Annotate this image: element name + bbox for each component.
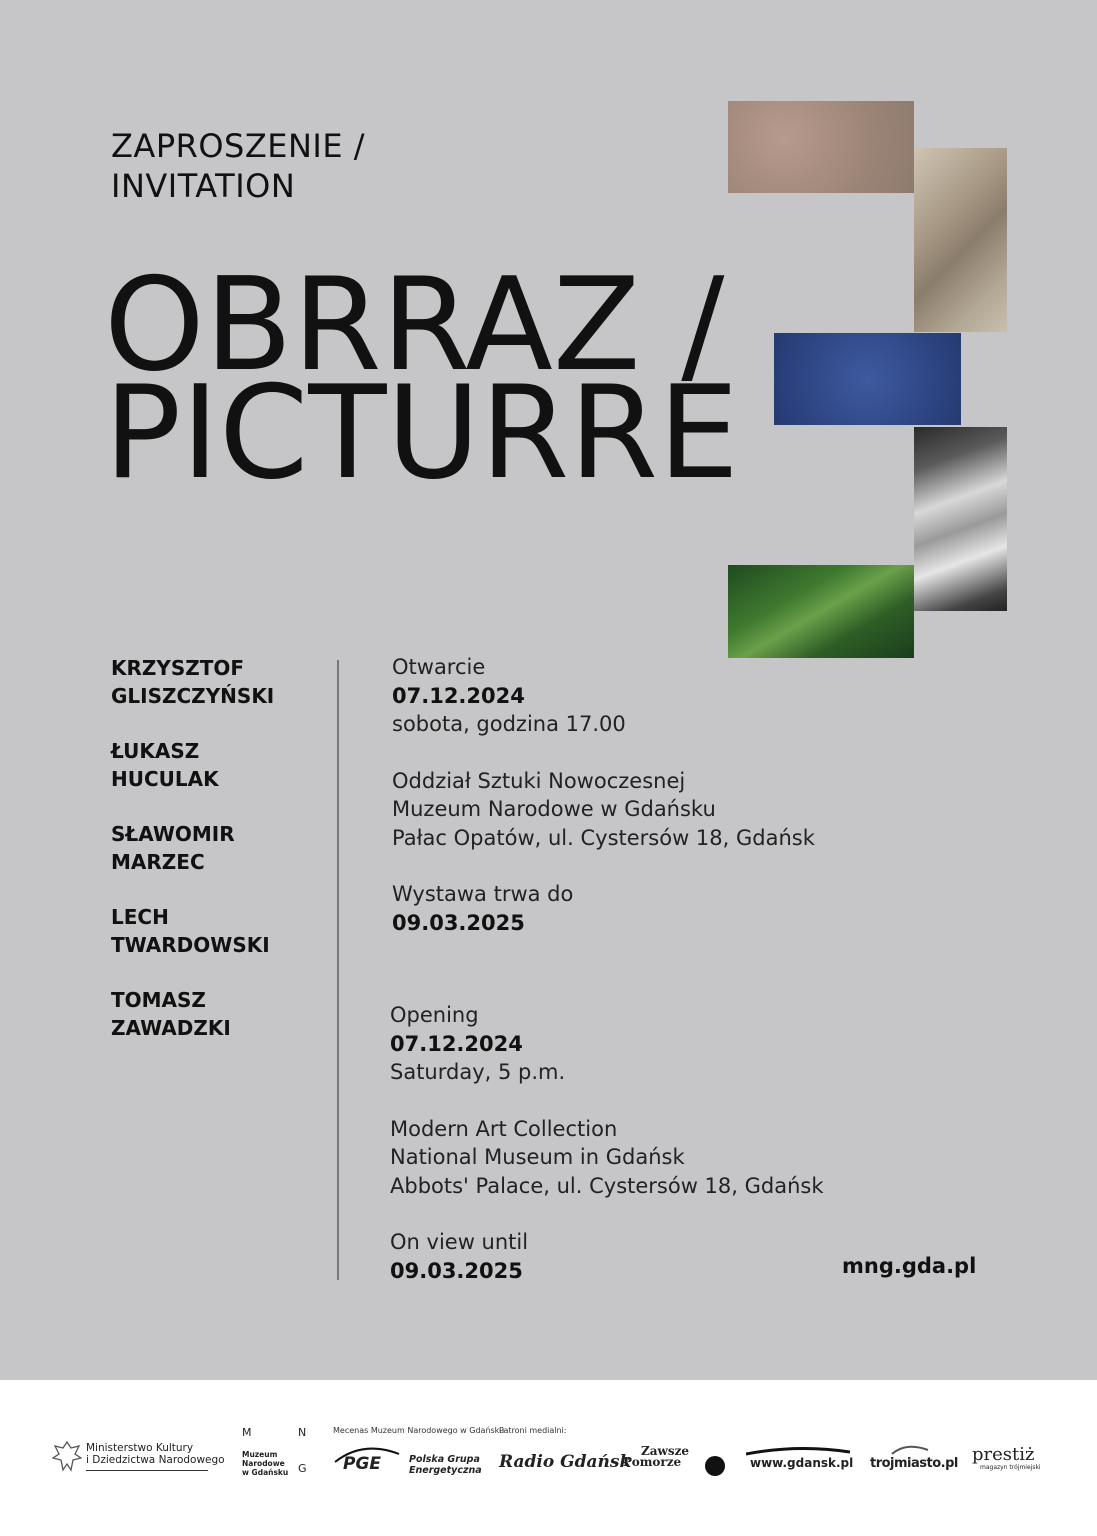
zawsze-pomorze-logo — [623, 1446, 723, 1482]
patron-label: Mecenas Muzeum Narodowego w Gdańsku — [333, 1426, 505, 1435]
pomorze-line-1: Zawsze — [641, 1444, 690, 1458]
mng-letter-m: M — [242, 1426, 252, 1439]
bird-icon — [890, 1442, 930, 1456]
mng-line-1: Muzeum — [242, 1450, 278, 1459]
until-date: 09.03.2025 — [390, 1258, 523, 1283]
artist-last-name: MARZEC — [111, 850, 205, 874]
artist-first-name: LECH — [111, 905, 169, 929]
invitation-heading — [111, 126, 365, 206]
artwork-tile-pink — [728, 101, 914, 193]
artist-first-name: TOMASZ — [111, 988, 206, 1012]
title-line-1: OBRRAZ / — [104, 251, 725, 400]
invitation-line-1: ZAPROSZENIE / — [111, 127, 366, 165]
artist-first-name: ŁUKASZ — [111, 739, 200, 763]
until-label: On view until — [390, 1230, 529, 1254]
venue-line-3: Pałac Opatów, ul. Cystersów 18, Gdańsk — [392, 825, 815, 850]
artist-last-name: HUCULAK — [111, 767, 219, 791]
pomorze-line-2: Pomorze — [623, 1455, 682, 1469]
venue-line-1: Modern Art Collection — [390, 1116, 618, 1141]
artist-item — [111, 820, 274, 876]
radio-gdansk-logo: Radio Gdańsk — [499, 1452, 632, 1472]
artists-list — [111, 654, 274, 1069]
wave-icon — [746, 1446, 850, 1456]
trojmiasto-logo — [870, 1442, 958, 1476]
prestiz-text: prestiż — [972, 1444, 1035, 1465]
prestiz-subtitle: magazyn trójmiejski — [980, 1464, 1041, 1471]
venue-line-2: Muzeum Narodowe w Gdańsku — [392, 797, 716, 821]
prestiz-logo — [972, 1446, 1044, 1482]
opening-label: Otwarcie — [392, 655, 486, 679]
artwork-tile-abstract — [914, 427, 1007, 611]
eagle-emblem-icon — [52, 1440, 82, 1474]
until-label: Wystawa trwa do — [392, 882, 574, 906]
opening-date: 07.12.2024 — [392, 683, 525, 708]
trojmiasto-text: trojmiasto.pl — [870, 1456, 958, 1471]
artwork-tile-green — [728, 565, 914, 658]
gdansk-pl-logo — [746, 1446, 854, 1476]
venue-line-2: National Museum in Gdańsk — [390, 1145, 685, 1169]
pge-logo — [333, 1442, 493, 1482]
opening-time: Saturday, 5 p.m. — [390, 1060, 566, 1084]
pge-name-line-1: Polska Grupa — [409, 1454, 480, 1465]
exhibition-title — [104, 251, 739, 508]
ministry-line-1: Ministerstwo Kultury — [86, 1442, 194, 1454]
polish-info — [392, 653, 815, 937]
title-line-2: PICTURRE — [104, 359, 739, 508]
artist-last-name: TWARDOWSKI — [111, 933, 270, 957]
ministry-logo — [52, 1440, 225, 1480]
venue-line-1: Oddział Sztuki Nowoczesnej — [392, 768, 686, 793]
mng-letter-g: G — [298, 1462, 307, 1475]
artist-last-name: GLISZCZYŃSKI — [111, 684, 275, 708]
sponsor-footer — [0, 1380, 1097, 1536]
divider-line — [337, 660, 339, 1280]
pge-name-line-2: Energetyczna — [409, 1465, 482, 1476]
artist-last-name: ZAWADZKI — [111, 1016, 231, 1040]
artist-first-name: KRZYSZTOF — [111, 656, 245, 680]
mng-logo — [242, 1426, 312, 1486]
invitation-line-2: INVITATION — [111, 167, 296, 205]
mng-line-3: w Gdańsku — [242, 1468, 289, 1477]
gdansk-pl-text: www.gdansk.pl — [750, 1456, 854, 1470]
artwork-tile-blue — [774, 333, 961, 425]
opening-date: 07.12.2024 — [390, 1031, 523, 1056]
opening-time: sobota, godzina 17.00 — [392, 712, 626, 736]
artist-item — [111, 737, 274, 793]
ministry-line-2: i Dziedzictwa Narodowego — [86, 1454, 225, 1466]
opening-label: Opening — [390, 1003, 479, 1027]
artist-item — [111, 654, 274, 710]
artist-first-name: SŁAWOMIR — [111, 822, 235, 846]
mng-letter-n: N — [298, 1426, 307, 1439]
artist-item — [111, 903, 274, 959]
website-link[interactable]: mng.gda.pl — [842, 1254, 977, 1278]
pge-mark: PGE — [343, 1454, 382, 1474]
artist-item — [111, 986, 274, 1042]
artwork-tile-beige — [914, 148, 1007, 332]
english-info — [390, 1001, 824, 1285]
media-label: Patroni medialni: — [499, 1426, 567, 1435]
venue-line-3: Abbots' Palace, ul. Cystersów 18, Gdańsk — [390, 1173, 824, 1198]
black-dot-icon — [705, 1456, 725, 1476]
until-date: 09.03.2025 — [392, 910, 525, 935]
mng-line-2: Narodowe — [242, 1459, 285, 1468]
